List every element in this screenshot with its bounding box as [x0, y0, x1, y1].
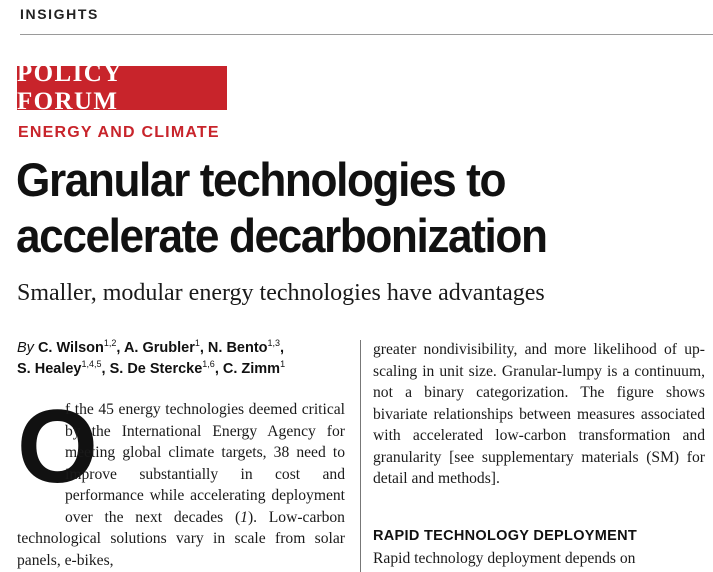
article-dek: Smaller, modular energy technologies have advantages: [17, 280, 545, 306]
body-text: ). Low-carbon technological solutions vary in scale from solar panels, e-bikes,: [17, 508, 345, 569]
policy-forum-badge: POLICY FORUM: [17, 66, 227, 110]
byline-by: By: [17, 340, 34, 356]
author[interactable]: S. De Stercke$^{1,6}$,: [109, 359, 223, 377]
reference-link[interactable]: 1: [240, 508, 248, 526]
article-title-line-2: accelerate decarbonization: [16, 209, 547, 262]
author[interactable]: C. Wilson$^{1,2}$,: [37, 338, 124, 356]
section-label: INSIGHTS: [20, 6, 99, 22]
article-title-line-1: Granular technologies to: [16, 153, 506, 206]
body-paragraph-1: [17, 389, 345, 571]
drop-cap: O: [17, 389, 98, 505]
section-subhead: RAPID TECHNOLOGY DEPLOYMENT: [373, 528, 638, 544]
author[interactable]: S. Healey$^{1,4,5}$,: [17, 359, 110, 377]
body-text: f the 45 energy technologies deemed critical by the International Energy Agency for meeting global climate targets, 38 need to improve substantially in cost and performance while accelerating deployment over the next decades (: [65, 401, 345, 526]
author[interactable]: N. Bento$^{1,3}$,: [207, 338, 285, 356]
body-paragraph-2: greater nondivisibility, and more likelihood of up-scaling in unit size. Granular-lumpy is a continuum, not a binary categorization. The figure shows bivariate relationships between measures associated with accelerated low-carbon transformation and granularity [see supplementary materials (SM) for detail and methods].: [373, 341, 705, 487]
column-divider: [360, 340, 361, 572]
body-paragraph-3: Rapid technology deployment depends on: [373, 550, 636, 567]
article-title: [16, 152, 665, 264]
header-rule: [20, 34, 713, 35]
author[interactable]: A. Grubler$^1$,: [123, 338, 208, 356]
byline: [17, 338, 347, 380]
kicker: ENERGY AND CLIMATE: [18, 124, 220, 141]
author[interactable]: C. Zimm$^1$: [222, 359, 286, 377]
